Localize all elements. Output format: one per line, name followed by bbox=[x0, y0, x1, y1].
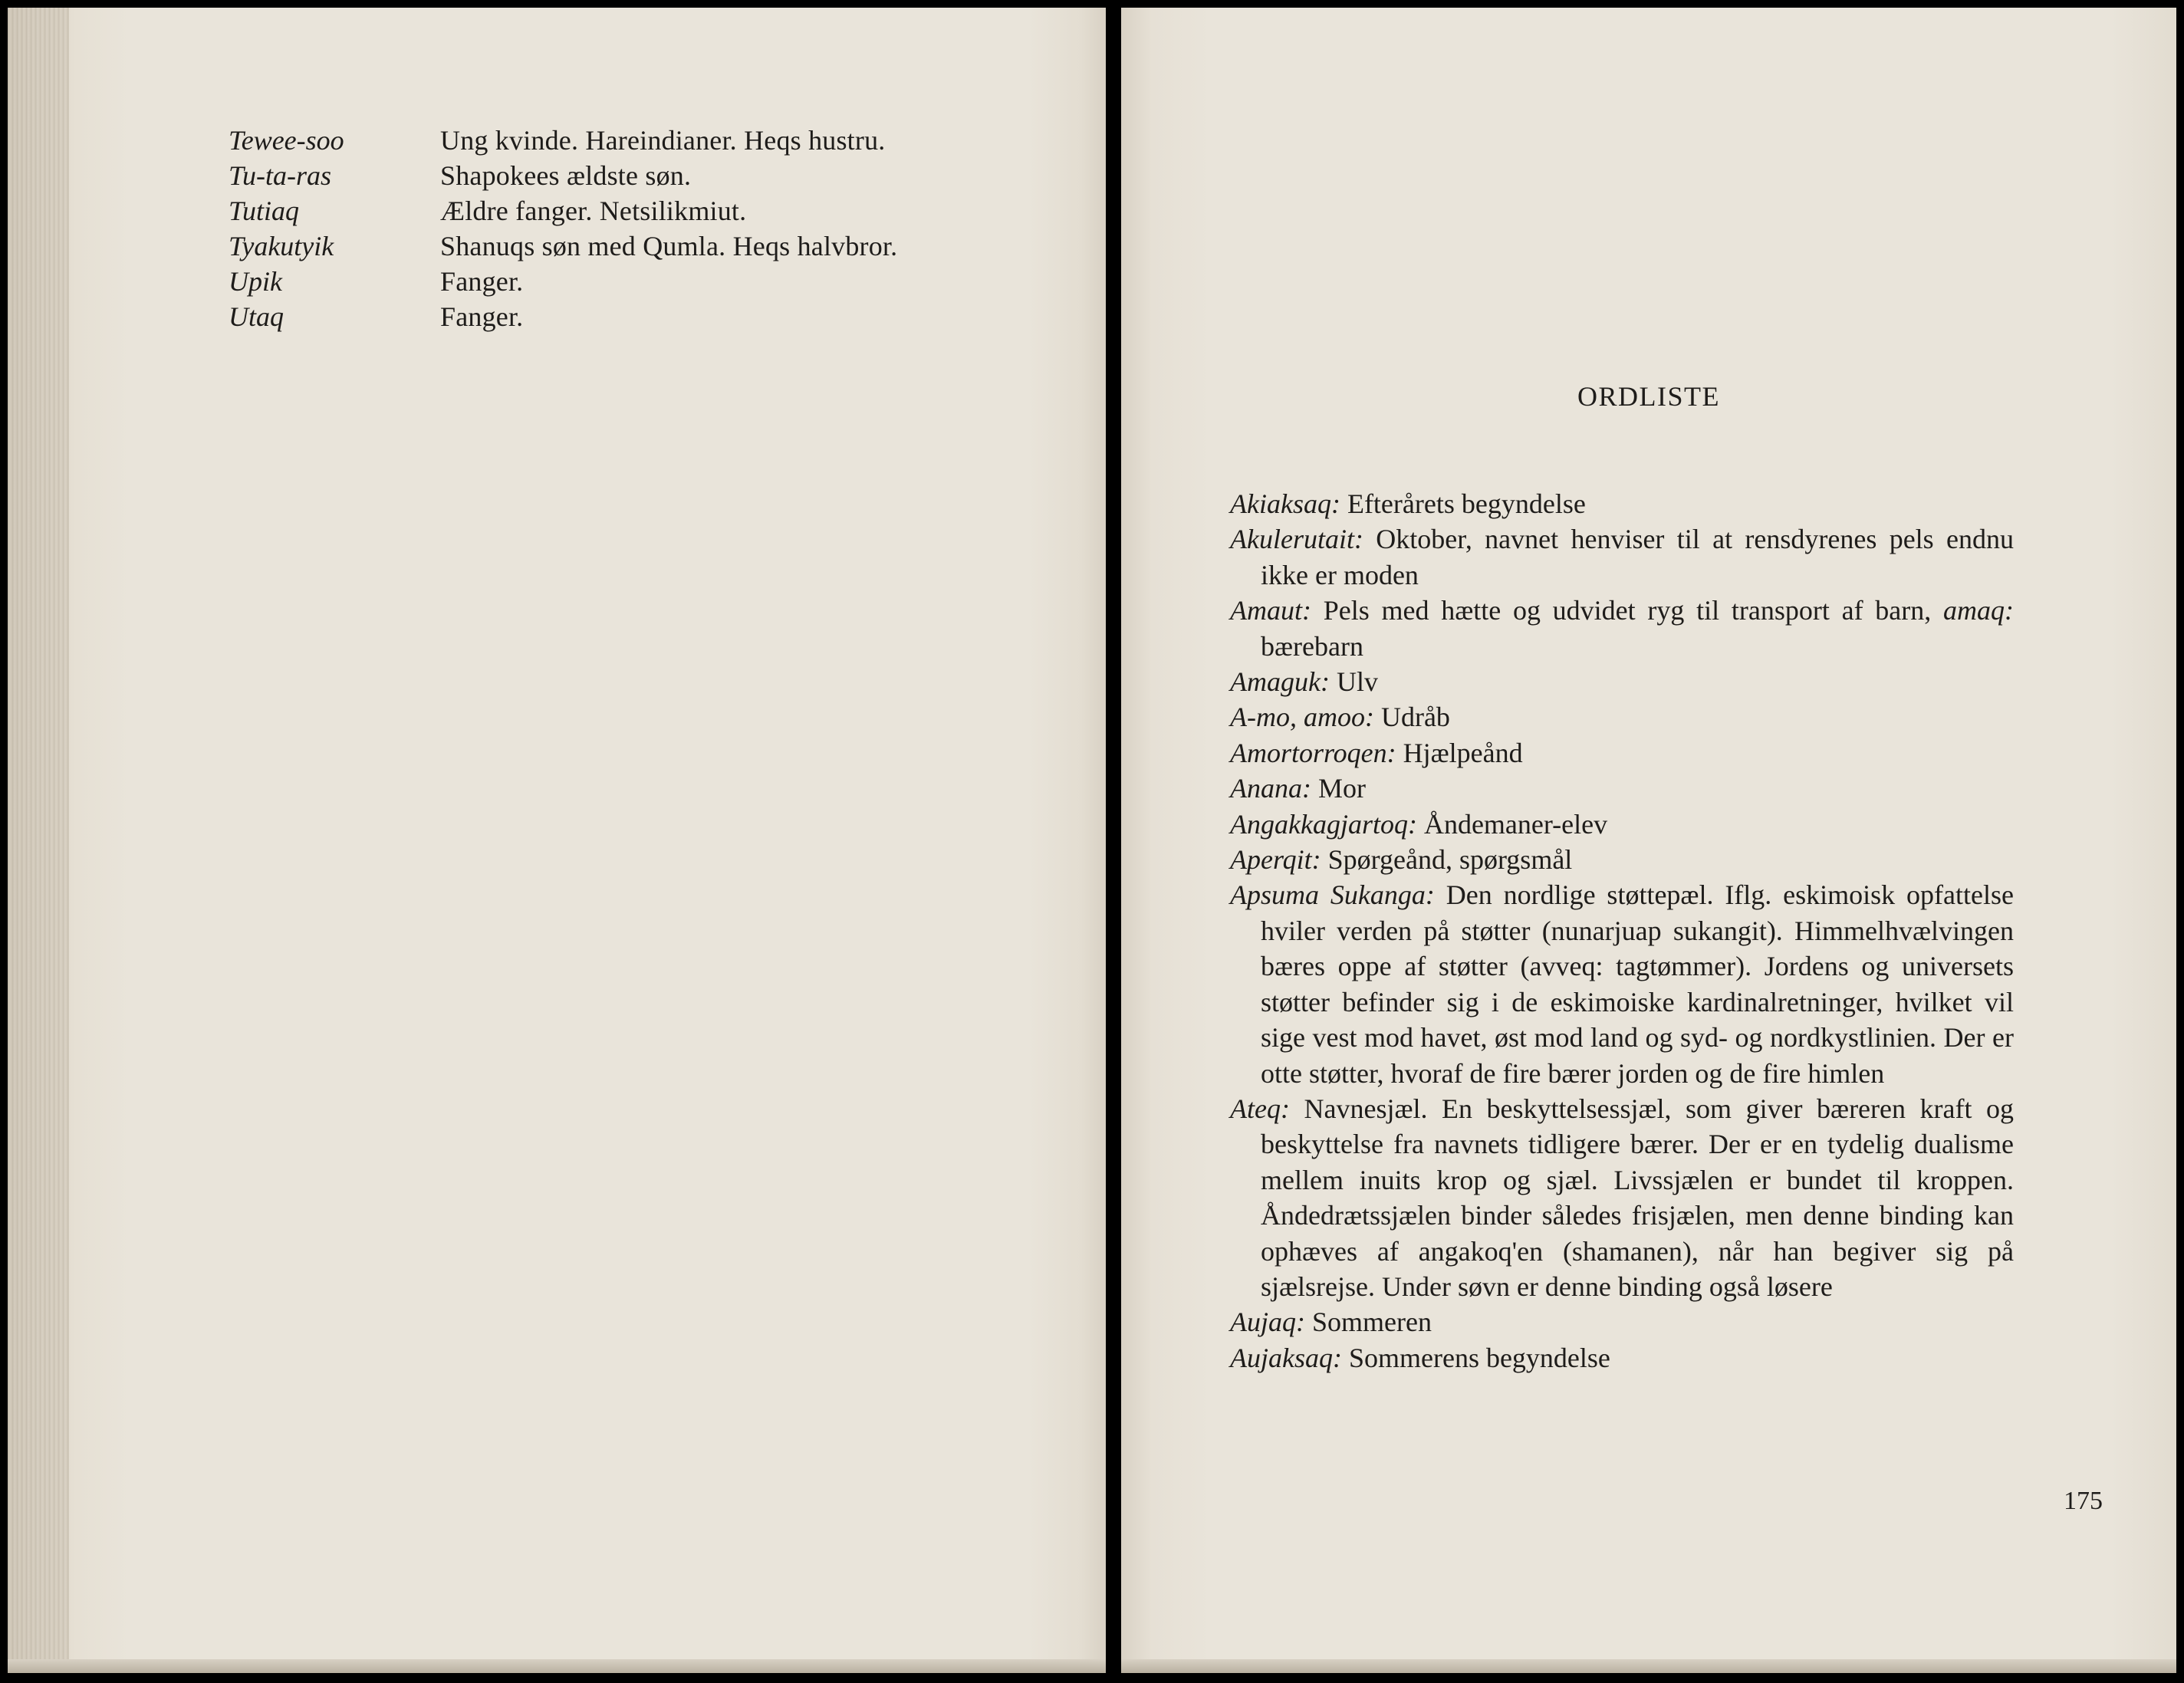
glossary-term: Ateq: bbox=[1230, 1093, 1290, 1124]
glossary-entry bbox=[1230, 699, 2014, 735]
cast-row bbox=[229, 193, 897, 228]
left-page bbox=[8, 8, 1106, 1673]
glossary-definition: Sommerens begyndelse bbox=[1348, 1342, 1610, 1373]
glossary-definition: Udråb bbox=[1380, 702, 1450, 733]
glossary-definition: Mor bbox=[1317, 773, 1366, 804]
cast-description: Ung kvinde. Hareindianer. Heqs hustru. bbox=[440, 125, 886, 156]
glossary-definition: Oktober, navnet henviser til at rensdyrenes pels endnu ikke er moden bbox=[1261, 524, 2015, 590]
cast-description: Ældre fanger. Netsilikmiut. bbox=[440, 196, 747, 226]
cast-row bbox=[229, 299, 897, 334]
glossary-definition: Sommeren bbox=[1311, 1307, 1432, 1338]
cast-name: Tyakutyik bbox=[229, 231, 334, 261]
glossary-entry bbox=[1230, 521, 2014, 593]
cast-name: Tutiaq bbox=[229, 196, 300, 226]
cast-description: Fanger. bbox=[440, 301, 524, 332]
glossary-entry bbox=[1230, 842, 2014, 877]
glossary-entry bbox=[1230, 1340, 2014, 1376]
glossary-term: Amaguk: bbox=[1230, 666, 1330, 698]
cast-name: Upik bbox=[229, 266, 282, 297]
glossary-subdefinition: bærebarn bbox=[1261, 630, 1363, 662]
cast-row bbox=[229, 264, 897, 299]
cast-name: Tewee-soo bbox=[229, 125, 344, 156]
cast-description: Shanuqs søn med Qumla. Heqs halvbror. bbox=[440, 231, 898, 261]
glossary-term: Aperqit: bbox=[1230, 844, 1321, 876]
cast-name: Tu-ta-ras bbox=[229, 160, 332, 191]
cast-description: Fanger. bbox=[440, 266, 524, 297]
glossary-term: Aujaq: bbox=[1230, 1307, 1305, 1338]
glossary-entry bbox=[1230, 1091, 2014, 1304]
cast-list bbox=[229, 123, 897, 334]
cast-row bbox=[229, 158, 897, 193]
page-bottom-edge bbox=[8, 1659, 1106, 1673]
cast-name: Utaq bbox=[229, 301, 284, 332]
glossary-term: Amortorroqen: bbox=[1230, 737, 1396, 768]
page-edge bbox=[8, 8, 69, 1673]
glossary-entry bbox=[1230, 807, 2014, 842]
glossary-definition: Åndemaner-elev bbox=[1423, 808, 1608, 840]
glossary-subterm: amaq: bbox=[1943, 595, 2015, 626]
glossary-entry bbox=[1230, 664, 2014, 699]
glossary-term: A-mo, amoo: bbox=[1230, 702, 1374, 733]
glossary-entry bbox=[1230, 771, 2014, 806]
glossary-list bbox=[1230, 486, 2014, 1376]
glossary-entry bbox=[1230, 486, 2014, 521]
glossary-definition: Hjælpeånd bbox=[1403, 737, 1523, 768]
glossary-term: Aujaksaq: bbox=[1230, 1342, 1342, 1373]
glossary-definition: Pels med hætte og udvidet ryg til transport af barn, bbox=[1323, 595, 1932, 626]
cast-row bbox=[229, 123, 897, 158]
glossary-entry bbox=[1230, 735, 2014, 771]
glossary-definition: Efterårets begyndelse bbox=[1347, 488, 1586, 519]
glossary-term: Amaut: bbox=[1230, 595, 1311, 626]
glossary-term: Apsuma Sukanga: bbox=[1230, 879, 1435, 911]
glossary-term: Akiaksaq: bbox=[1230, 488, 1340, 519]
glossary-definition: Ulv bbox=[1336, 666, 1378, 698]
glossary-term: Angakkagjartoq: bbox=[1230, 808, 1417, 840]
glossary-definition: Navnesjæl. En beskyttelsessjæl, som giver bæreren kraft og beskyttelse fra navnets tidligere bærer. Der er en tydelig dualisme mellem inuits krop og sjæl. Livssjælen er bundet til kroppen. Åndedrætssjælen binder således frisjælen, men denne binding kan ophæves af angakoq'en (shamanen), når han begiver sig på sjælsrejse. Under søvn er denne binding også løsere bbox=[1261, 1093, 2014, 1302]
page-number: 175 bbox=[2064, 1487, 2103, 1515]
glossary-term: Anana: bbox=[1230, 773, 1311, 804]
glossary-entry bbox=[1230, 877, 2014, 1090]
glossary-definition: Den nordlige støttepæl. Iflg. eskimoisk opfattelse hviler verden på støtter (nunarjuap sukangit). Himmelhvælvingen bæres oppe af støtter (avveq: tagtømmer). Jordens og universets støtter befinder sig i de eskimoiske kardinalretninger, hvilket vil sige vest mod havet, øst mod land og syd- og nordkystlinien. Der er otte støtter, hvoraf de fire bærer jorden og de fire himlen bbox=[1261, 879, 2014, 1089]
glossary-term: Akulerutait: bbox=[1230, 524, 1363, 555]
cast-row bbox=[229, 228, 897, 264]
glossary-definition: Spørgeånd, spørgsmål bbox=[1327, 844, 1573, 876]
glossary-entry bbox=[1230, 593, 2014, 664]
cast-description: Shapokees ældste søn. bbox=[440, 160, 692, 191]
page-bottom-edge bbox=[1121, 1659, 2176, 1673]
glossary-entry bbox=[1230, 1304, 2014, 1339]
glossary-heading: ORDLISTE bbox=[1577, 381, 1720, 412]
right-page bbox=[1121, 8, 2176, 1673]
